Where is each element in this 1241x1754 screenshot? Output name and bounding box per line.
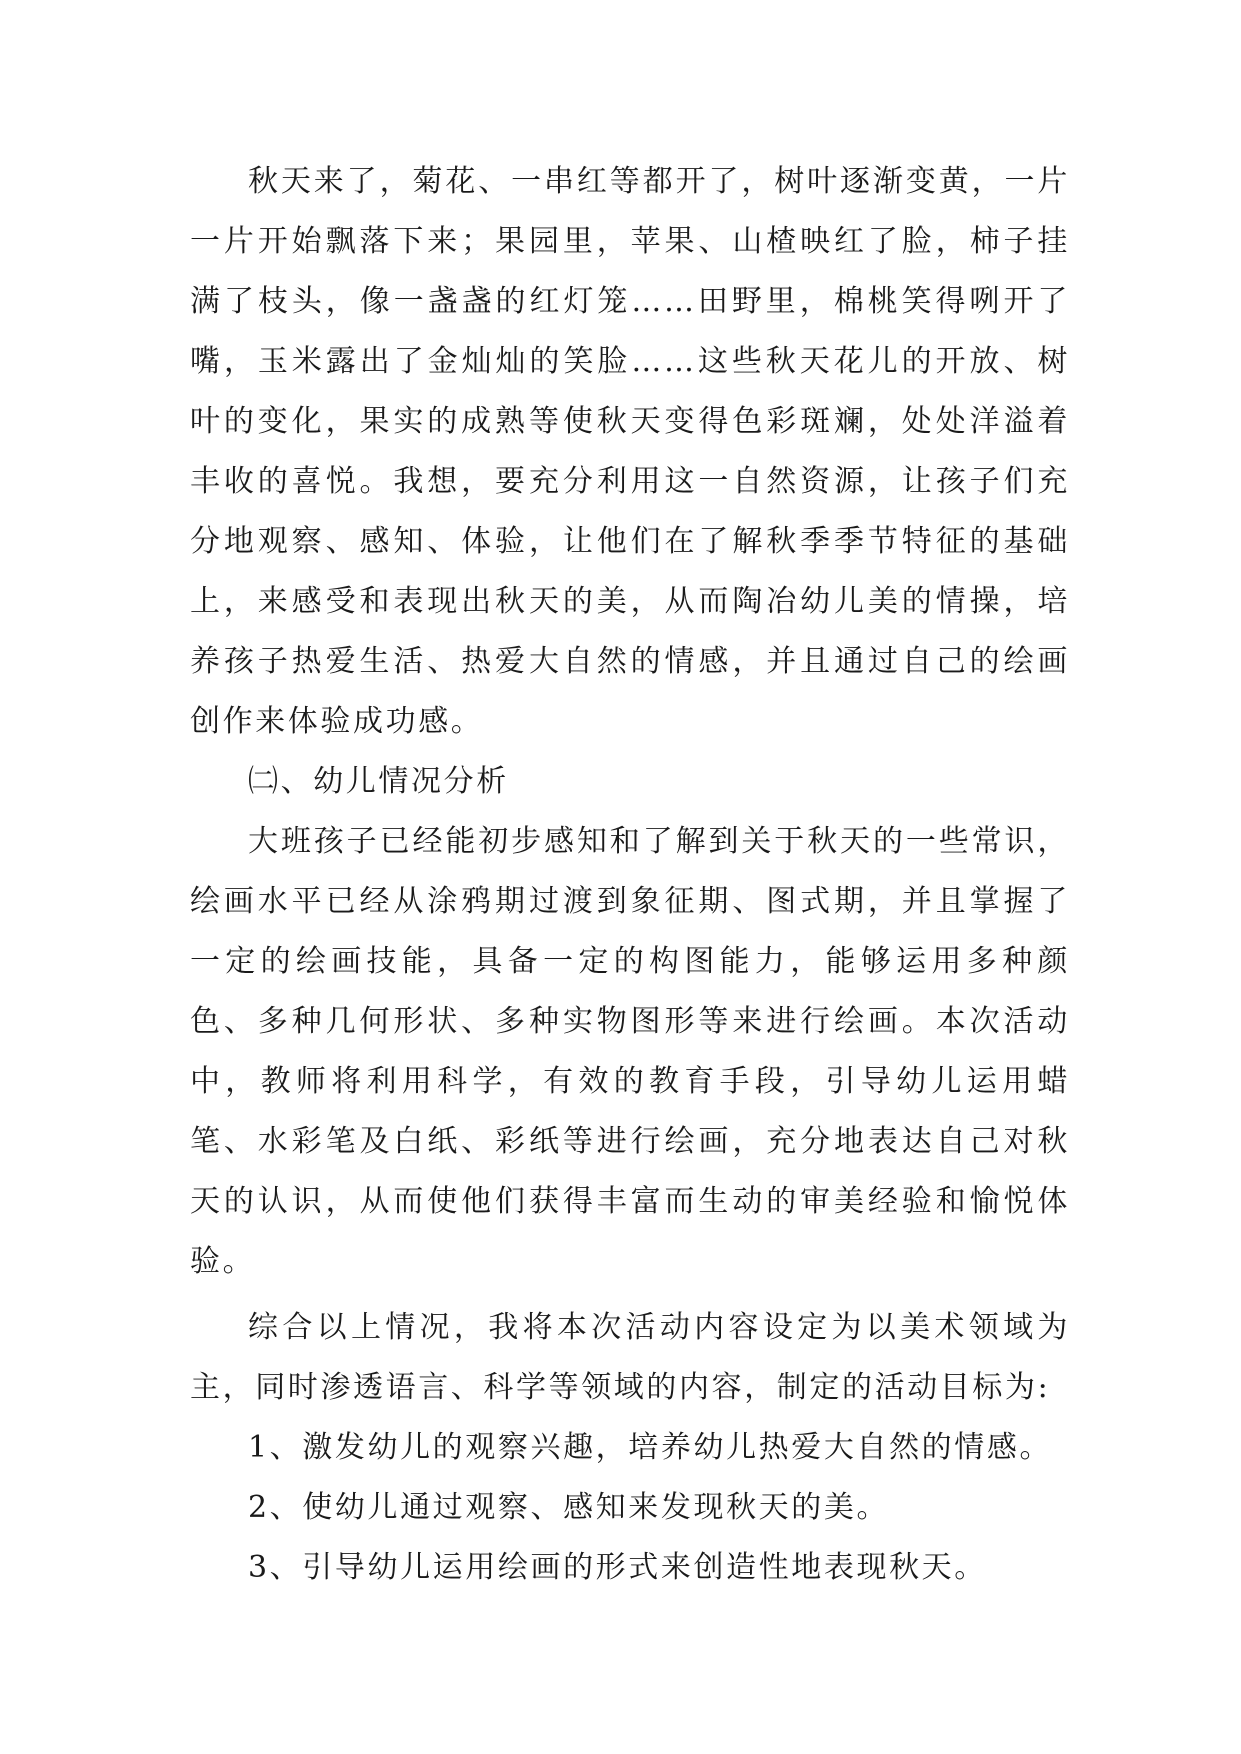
intro-paragraph: 秋天来了，菊花、一串红等都开了，树叶逐渐变黄，一片一片开始飘落下来；果园里，苹果、山楂映红了脸，柿子挂满了枝头，像一盏盏的红灯笼……田野里，棉桃笑得咧开了嘴，玉米露出了金灿灿的笑脸……这些秋天花儿的开放、树叶的变化，果实的成熟等使秋天变得色彩斑斓，处处洋溢着丰收的喜悦。我想，要充分利用这一自然资源，让孩子们充分地观察、感知、体验，让他们在了解秋季季节特征的基础上，来感受和表现出秋天的美，从而陶冶幼儿美的情操，培养孩子热爱生活、热爱大自然的情感，并且通过自己的绘画创作来体验成功感。	[190, 164, 1070, 739]
summary-paragraph: 综合以上情况，我将本次活动内容设定为以美术领域为主，同时渗透语言、科学等领域的内容，制定的活动目标为:	[190, 1310, 1070, 1405]
goal-item: 2、使幼儿通过观察、感知来发现秋天的美。	[248, 1490, 890, 1525]
goal-item: 3、引导幼儿运用绘画的形式来创造性地表现秋天。	[248, 1550, 987, 1585]
child-analysis-paragraph: 大班孩子已经能初步感知和了解到关于秋天的一些常识，绘画水平已经从涂鸦期过渡到象征期、图式期，并且掌握了一定的绘画技能，具备一定的构图能力，能够运用多种颜色、多种几何形状、多种实物图形等来进行绘画。本次活动中，教师将利用科学，有效的教育手段，引导幼儿运用蜡笔、水彩笔及白纸、彩纸等进行绘画，充分地表达自己对秋天的认识，从而使他们获得丰富而生动的审美经验和愉悦体验。	[190, 824, 1070, 1279]
document-page	[190, 152, 1070, 1598]
goal-item: 1、激发幼儿的观察兴趣，培养幼儿热爱大自然的情感。	[248, 1430, 1053, 1465]
section-heading: ㈡、幼儿情况分析	[248, 764, 509, 799]
